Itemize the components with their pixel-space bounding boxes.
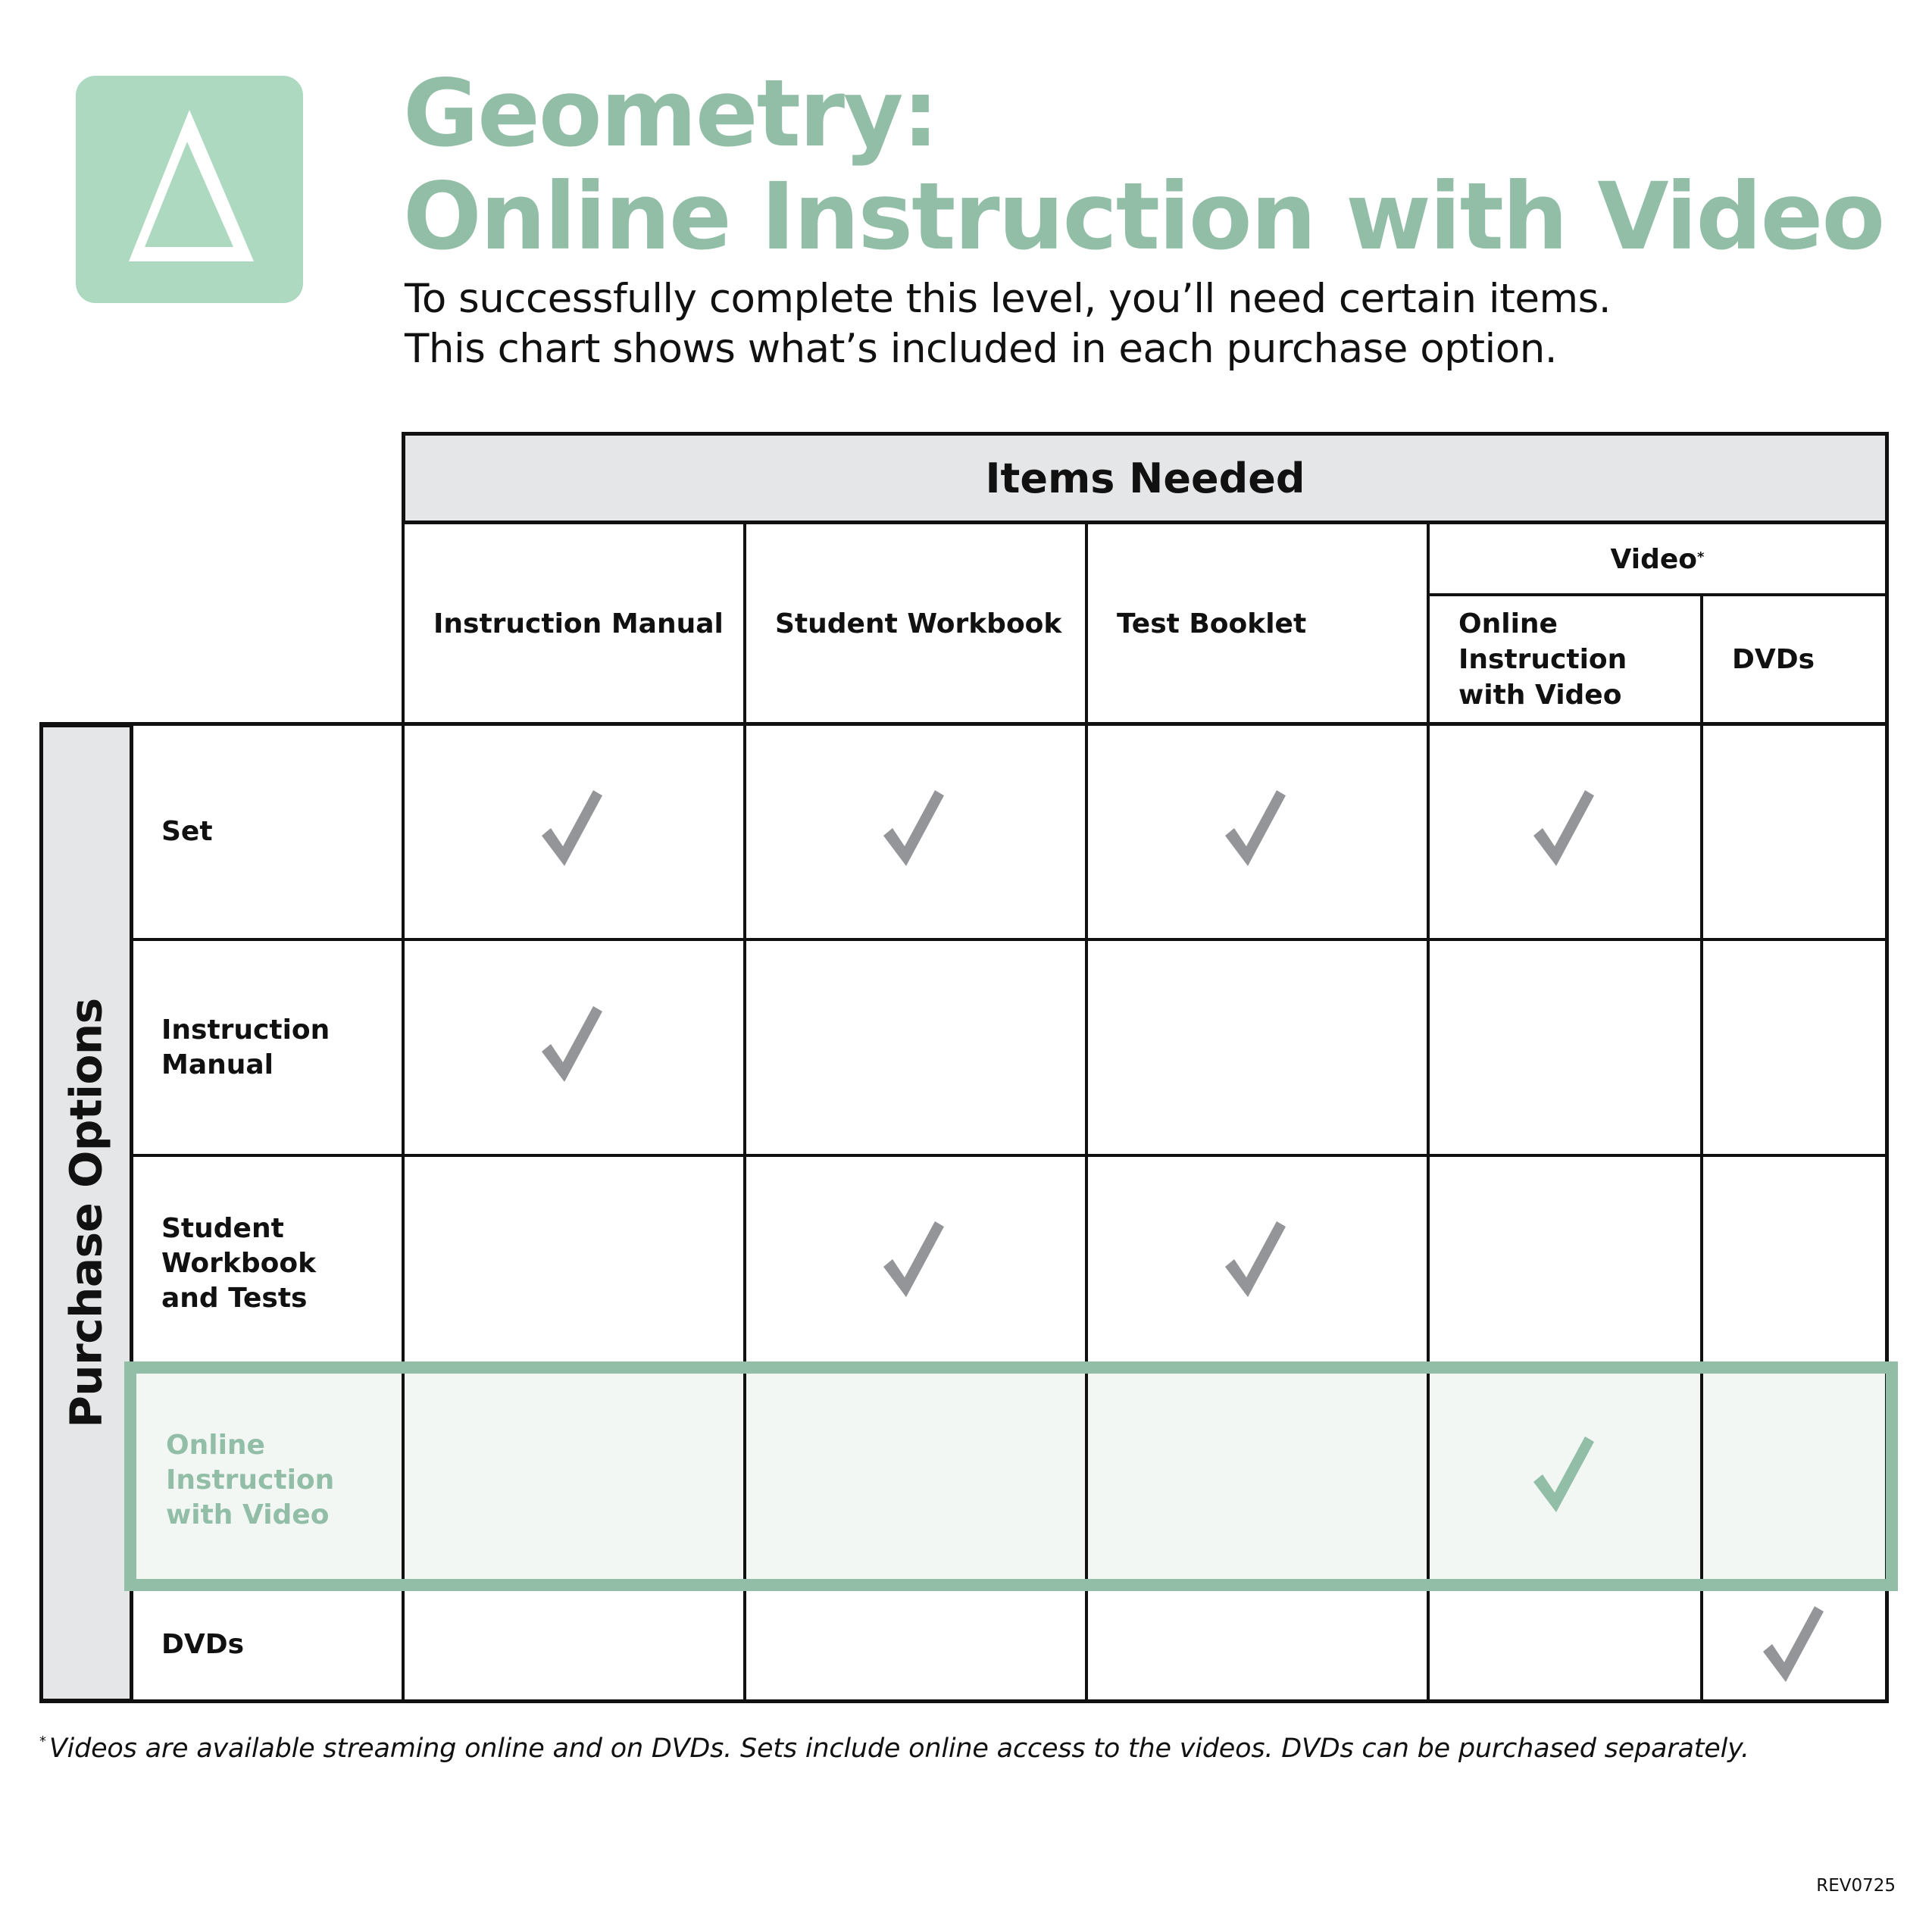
check-icon [1533, 790, 1594, 866]
grid-line [39, 1699, 1889, 1703]
highlighted-row-border [124, 1361, 1898, 1591]
grid-line [131, 1154, 1889, 1157]
footnote: * Videos are available streaming online and on DVDs. Sets include online access to the videos. DVDs can be purchased separately. [39, 1733, 1749, 1764]
revision-code: REV0725 [1816, 1876, 1896, 1896]
page-subtitle [405, 274, 1611, 374]
check-icon [542, 790, 602, 866]
page-title [403, 62, 1884, 268]
title-line-1: Geometry: [403, 60, 938, 167]
subtitle-line-1: To successfully complete this level, you’ll need certain items. [405, 276, 1612, 322]
subtitle-line-2: This chart shows what’s included in each purchase option. [405, 326, 1558, 372]
check-icon [883, 1221, 944, 1297]
check-icon [542, 1006, 602, 1082]
check-icon-highlighted [1533, 1436, 1594, 1512]
grid-line [131, 938, 1889, 941]
row-label-student-workbook-tests: Student Workbook and Tests [161, 1212, 317, 1314]
logo-badge [76, 76, 303, 303]
purchase-options-label: Purchase Options [61, 998, 113, 1428]
check-icon [1763, 1606, 1824, 1682]
row-label-online-instruction: Online Instruction with Video [166, 1429, 335, 1530]
title-line-2: Online Instruction with Video [403, 163, 1884, 270]
column-header-test-booklet: Test Booklet [1117, 608, 1307, 639]
column-header-dvds: DVDs [1732, 644, 1815, 675]
column-group-video: Video * [1610, 543, 1705, 575]
column-header-instruction-manual: Instruction Manual [433, 608, 724, 639]
check-icon [1225, 790, 1286, 866]
column-header-online-instruction: Online Instruction with Video [1458, 608, 1627, 711]
check-icon [1225, 1221, 1286, 1297]
row-label-dvds: DVDs [161, 1629, 245, 1660]
row-label-instruction-manual: Instruction Manual [161, 1014, 330, 1080]
items-needed-header: Items Needed [402, 432, 1889, 524]
delta-triangle-icon [76, 76, 303, 303]
row-label-set: Set [161, 816, 213, 847]
check-icon [883, 790, 944, 866]
column-header-student-workbook: Student Workbook [775, 608, 1062, 639]
